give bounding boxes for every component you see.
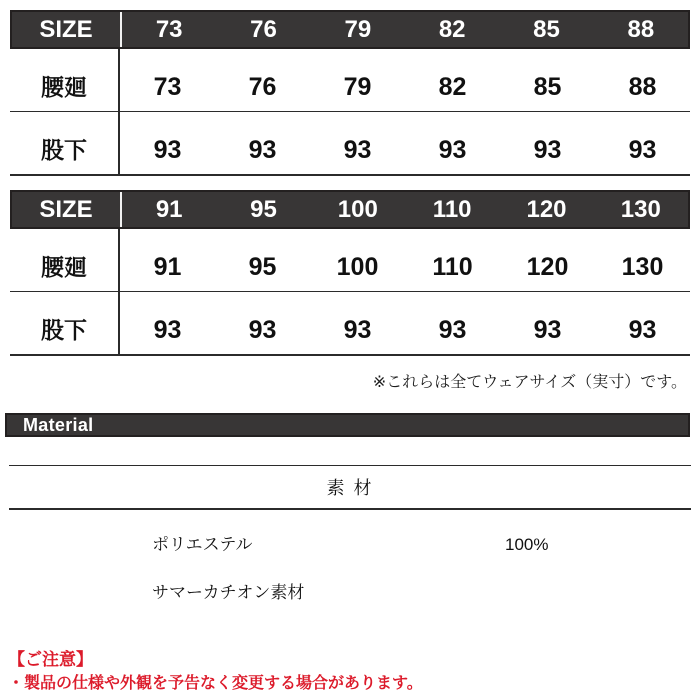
material-section-bar [5,413,690,437]
table-cell: 82 [438,73,467,101]
table-row-inseam [10,111,690,174]
size-header-label: SIZE [12,12,122,47]
size-header-value: 76 [250,15,277,43]
size-header-value: 110 [432,195,472,223]
table-cell: 93 [343,136,372,164]
size-header-value: 91 [155,195,183,223]
caution-title: 【ご注意】 [8,650,93,669]
material-column-header: 素 材 [9,465,691,510]
size-table-header-row [10,10,690,49]
row-label: 股下 [10,292,120,354]
table-cell: 93 [248,316,277,344]
row-label: 腰廻 [10,229,120,291]
table-cell: 73 [153,73,182,101]
table-row-waist [10,229,690,291]
table-cell: 93 [438,136,467,164]
table-row-inseam [10,291,690,354]
table-row-waist [10,49,690,111]
size-header-value: 95 [250,195,277,223]
size-header-value: 79 [344,15,372,43]
material-percentage: 100% [505,535,549,554]
table-cell: 93 [153,316,182,344]
size-header-label: SIZE [12,192,122,227]
table-cell: 110 [432,253,473,281]
table-cell: 120 [526,253,569,281]
table-cell: 93 [628,136,657,164]
table-cell: 76 [248,73,277,101]
size-table-header-row [10,190,690,229]
table-cell: 91 [153,253,182,281]
table-cell: 93 [438,316,467,344]
table-cell: 88 [628,73,657,101]
material-table [9,465,691,604]
table-cell: 130 [621,253,664,281]
size-header-value: 120 [526,195,567,223]
table-cell: 93 [628,316,657,344]
material-section-title: Material [23,414,94,435]
material-row [9,582,691,604]
size-header-value: 73 [155,15,183,43]
material-name: サマーカチオン素材 [152,583,305,602]
size-table-small [10,10,690,176]
size-header-value: 130 [620,195,661,223]
size-header-value: 82 [438,15,466,43]
table-cell: 93 [343,316,372,344]
table-cell: 85 [533,73,562,101]
size-table-large [10,190,690,356]
size-table-body [10,229,690,356]
row-label: 腰廻 [10,49,120,111]
table-cell: 100 [336,253,379,281]
size-header-value: 100 [337,195,378,223]
row-label: 股下 [10,112,120,174]
size-table-body [10,49,690,176]
size-header-value: 85 [533,15,560,43]
size-header-value: 88 [627,15,655,43]
table-cell: 95 [248,253,277,281]
caution-note [8,650,700,694]
table-cell: 93 [533,136,562,164]
material-name: ポリエステル [152,535,253,554]
caution-item: ・製品の仕様や外観を予告なく変更する場合があります。 [8,675,423,692]
table-cell: 93 [248,136,277,164]
table-cell: 79 [343,73,372,101]
table-cell: 93 [533,316,562,344]
size-note: ※これらは全てウェアサイズ（実寸）です。 [372,374,687,391]
table-cell: 93 [153,136,182,164]
material-row [9,534,691,556]
